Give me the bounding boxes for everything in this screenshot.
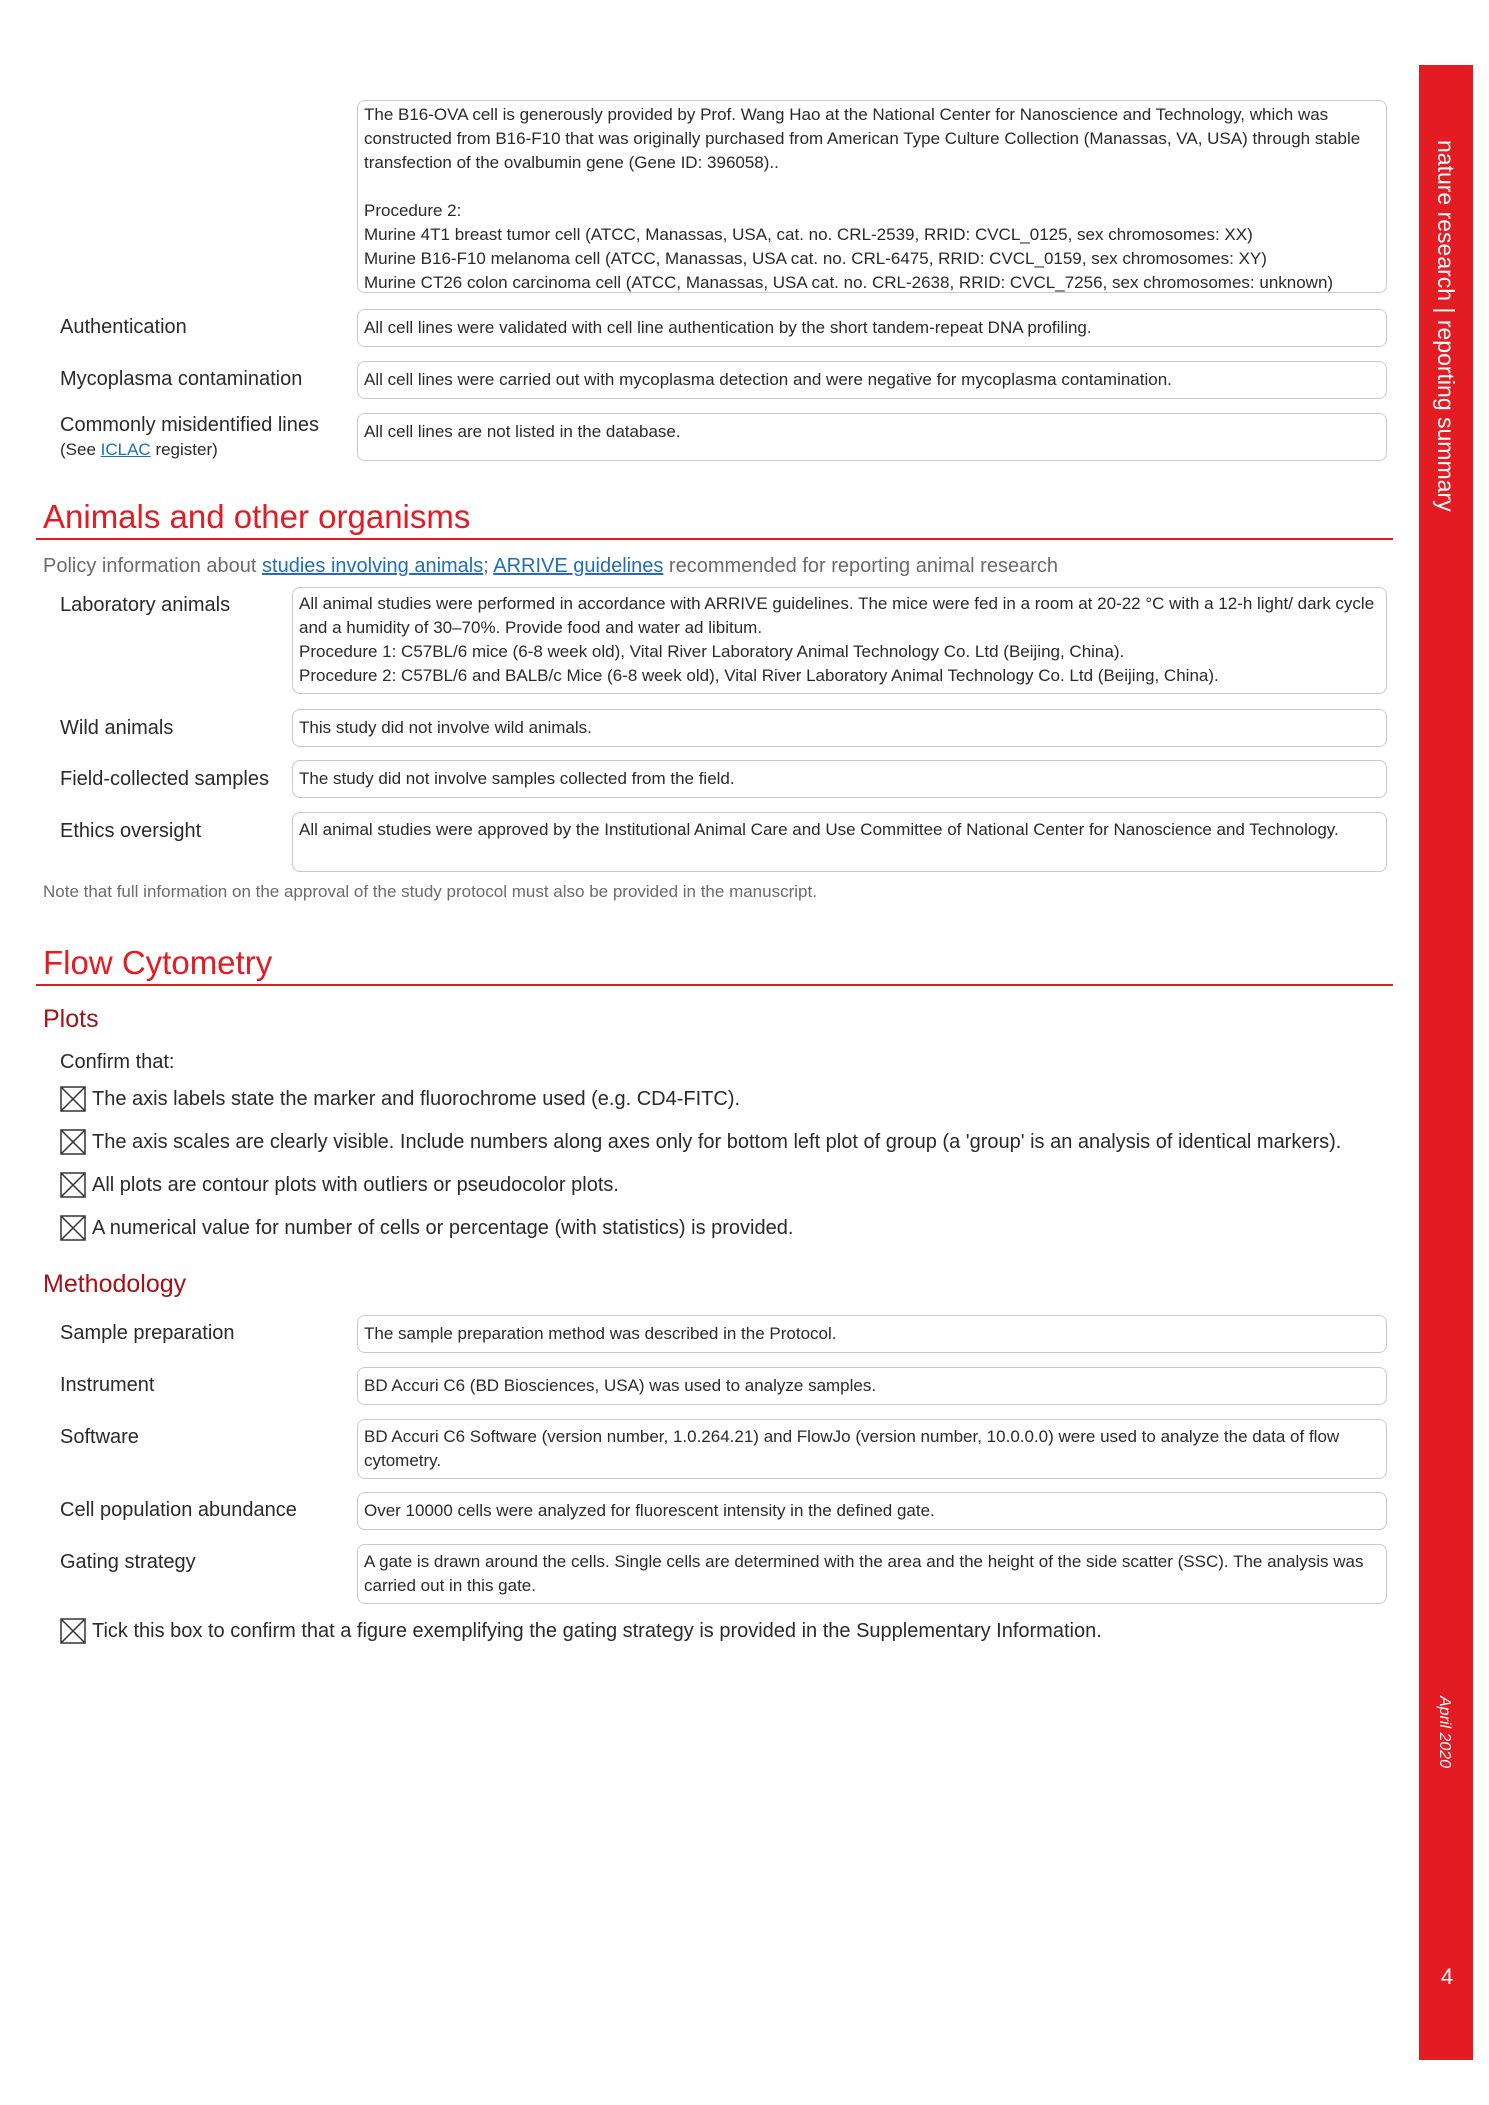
checked-box-icon xyxy=(60,1215,86,1241)
mycoplasma-label: Mycoplasma contamination xyxy=(60,368,303,390)
confirm-that-label: Confirm that: xyxy=(60,1051,175,1073)
laboratory-animals-label: Laboratory animals xyxy=(60,594,231,616)
page-number: 4 xyxy=(1440,1964,1454,1989)
plots-check-2[interactable] xyxy=(60,1129,1341,1155)
plots-check-3[interactable] xyxy=(60,1172,619,1198)
cell-population-abundance-box: Over 10000 cells were analyzed for fluorescent intensity in the defined gate. xyxy=(357,1492,1387,1530)
sample-preparation-label: Sample preparation xyxy=(60,1322,235,1344)
cell-line-b16f10: Murine B16-F10 melanoma cell (ATCC, Manassas, USA cat. no. CRL-6475, RRID: CVCL_0159, sex chromosomes: XY) xyxy=(364,249,1267,268)
instrument-label: Instrument xyxy=(60,1374,155,1396)
wild-animals-box: This study did not involve wild animals. xyxy=(292,709,1387,747)
authentication-box: All cell lines were validated with cell line authentication by the short tandem-repeat DNA profiling. xyxy=(357,309,1387,347)
cell-line-4t1: Murine 4T1 breast tumor cell (ATCC, Manassas, USA, cat. no. CRL-2539, RRID: CVCL_0125, sex chromosomes: XX) xyxy=(364,225,1253,244)
ethics-oversight-label: Ethics oversight xyxy=(60,820,202,842)
gating-figure-check-text: Tick this box to confirm that a figure exemplifying the gating strategy is provided in the Supplementary Information. xyxy=(92,1619,1102,1642)
plots-check-1-text: The axis labels state the marker and fluorochrome used (e.g. CD4-FITC). xyxy=(92,1087,741,1110)
checked-box-icon xyxy=(60,1618,86,1644)
sidebar-brand-text: nature research | reporting summary xyxy=(1433,140,1459,512)
policy-separator: ; xyxy=(483,555,494,577)
field-collected-label: Field-collected samples xyxy=(60,768,269,790)
instrument-box: BD Accuri C6 (BD Biosciences, USA) was used to analyze samples. xyxy=(357,1367,1387,1405)
policy-suffix: recommended for reporting animal research xyxy=(663,555,1058,577)
misidentified-box: All cell lines are not listed in the database. xyxy=(357,413,1387,461)
plots-check-4[interactable] xyxy=(60,1215,793,1241)
software-label: Software xyxy=(60,1426,139,1448)
iclac-suffix: register) xyxy=(150,440,218,459)
methodology-subtitle: Methodology xyxy=(43,1270,187,1298)
plots-check-4-text: A numerical value for number of cells or percentage (with statistics) is provided. xyxy=(92,1216,794,1239)
plots-subtitle: Plots xyxy=(43,1005,99,1033)
plots-check-2-text: The axis scales are clearly visible. Include numbers along axes only for bottom left plot of group (a 'group' is an analysis of identical markers). xyxy=(92,1130,1342,1153)
plots-check-1[interactable] xyxy=(60,1086,740,1112)
iclac-link[interactable]: ICLAC xyxy=(100,440,151,459)
gating-figure-check[interactable] xyxy=(60,1618,1102,1644)
software-box: BD Accuri C6 Software (version number, 1.0.264.21) and FlowJo (version number, 10.0.0.0) were used to analyze the data of flow cytometry. xyxy=(357,1419,1387,1479)
checked-box-icon xyxy=(60,1129,86,1155)
policy-prefix: Policy information about xyxy=(43,555,263,577)
plots-check-3-text: All plots are contour plots with outliers or pseudocolor plots. xyxy=(92,1173,619,1196)
arrive-guidelines-link[interactable]: ARRIVE guidelines xyxy=(493,555,664,577)
procedure-2-title: Procedure 2: xyxy=(364,201,462,220)
checked-box-icon xyxy=(60,1172,86,1198)
sample-preparation-box: The sample preparation method was described in the Protocol. xyxy=(357,1315,1387,1353)
sidebar-date-text: April 2020 xyxy=(1436,1696,1453,1769)
animals-section-rule xyxy=(36,538,1393,540)
approval-note: Note that full information on the approval of the study protocol must also be provided in the manuscript. xyxy=(43,882,817,901)
wild-animals-label: Wild animals xyxy=(60,717,174,739)
gating-strategy-label: Gating strategy xyxy=(60,1551,196,1573)
laboratory-animals-box: All animal studies were performed in accordance with ARRIVE guidelines. The mice were fed in a room at 20-22 °C with a 12-h light/ dark cycle and a humidity of 30–70%. Provide food and water ad libitum. Procedure 1: C57BL/6 mice (6-8 week old), Vital River Laboratory Animal Technology Co. Ltd (Beijing, China). Procedure 2: C57BL/6 and BALB/c Mice (6-8 week old), Vital River Laboratory Animal Technology Co. Ltd (Beijing, China). xyxy=(292,587,1387,694)
cell-line-ct26: Murine CT26 colon carcinoma cell (ATCC, Manassas, USA cat. no. CRL-2638, RRID: CVCL_7256, sex chromosomes: unknown) xyxy=(364,273,1334,292)
iclac-prefix: (See xyxy=(60,440,101,459)
cell-population-abundance-label: Cell population abundance xyxy=(60,1499,297,1521)
mycoplasma-box: All cell lines were carried out with mycoplasma detection and were negative for mycoplasma contamination. xyxy=(357,361,1387,399)
authentication-label: Authentication xyxy=(60,316,187,338)
gating-strategy-box: A gate is drawn around the cells. Single cells are determined with the area and the height of the side scatter (SSC). The analysis was carried out in this gate. xyxy=(357,1544,1387,1604)
animals-policy-line xyxy=(43,555,1058,578)
checked-box-icon xyxy=(60,1086,86,1112)
flow-section-title: Flow Cytometry xyxy=(43,944,273,981)
animals-section-title: Animals and other organisms xyxy=(43,498,471,535)
studies-involving-animals-link[interactable]: studies involving animals xyxy=(262,555,484,577)
ethics-oversight-box: All animal studies were approved by the Institutional Animal Care and Use Committee of National Center for Nanoscience and Technology. xyxy=(292,812,1387,872)
cell-line-source-text: The B16-OVA cell is generously provided by Prof. Wang Hao at the National Center for Nanoscience and Technology, which was constructed from B16-F10 that was originally purchased from American Type Culture Collection (Manassas, VA, USA) through stable transfection of the ovalbumin gene (Gene ID: 396058).. xyxy=(364,105,1361,172)
cell-line-source-box xyxy=(357,100,1387,293)
flow-section-rule xyxy=(36,984,1393,986)
iclac-register-note xyxy=(60,440,218,460)
field-collected-box: The study did not involve samples collected from the field. xyxy=(292,760,1387,798)
misidentified-label: Commonly misidentified lines xyxy=(60,414,319,436)
